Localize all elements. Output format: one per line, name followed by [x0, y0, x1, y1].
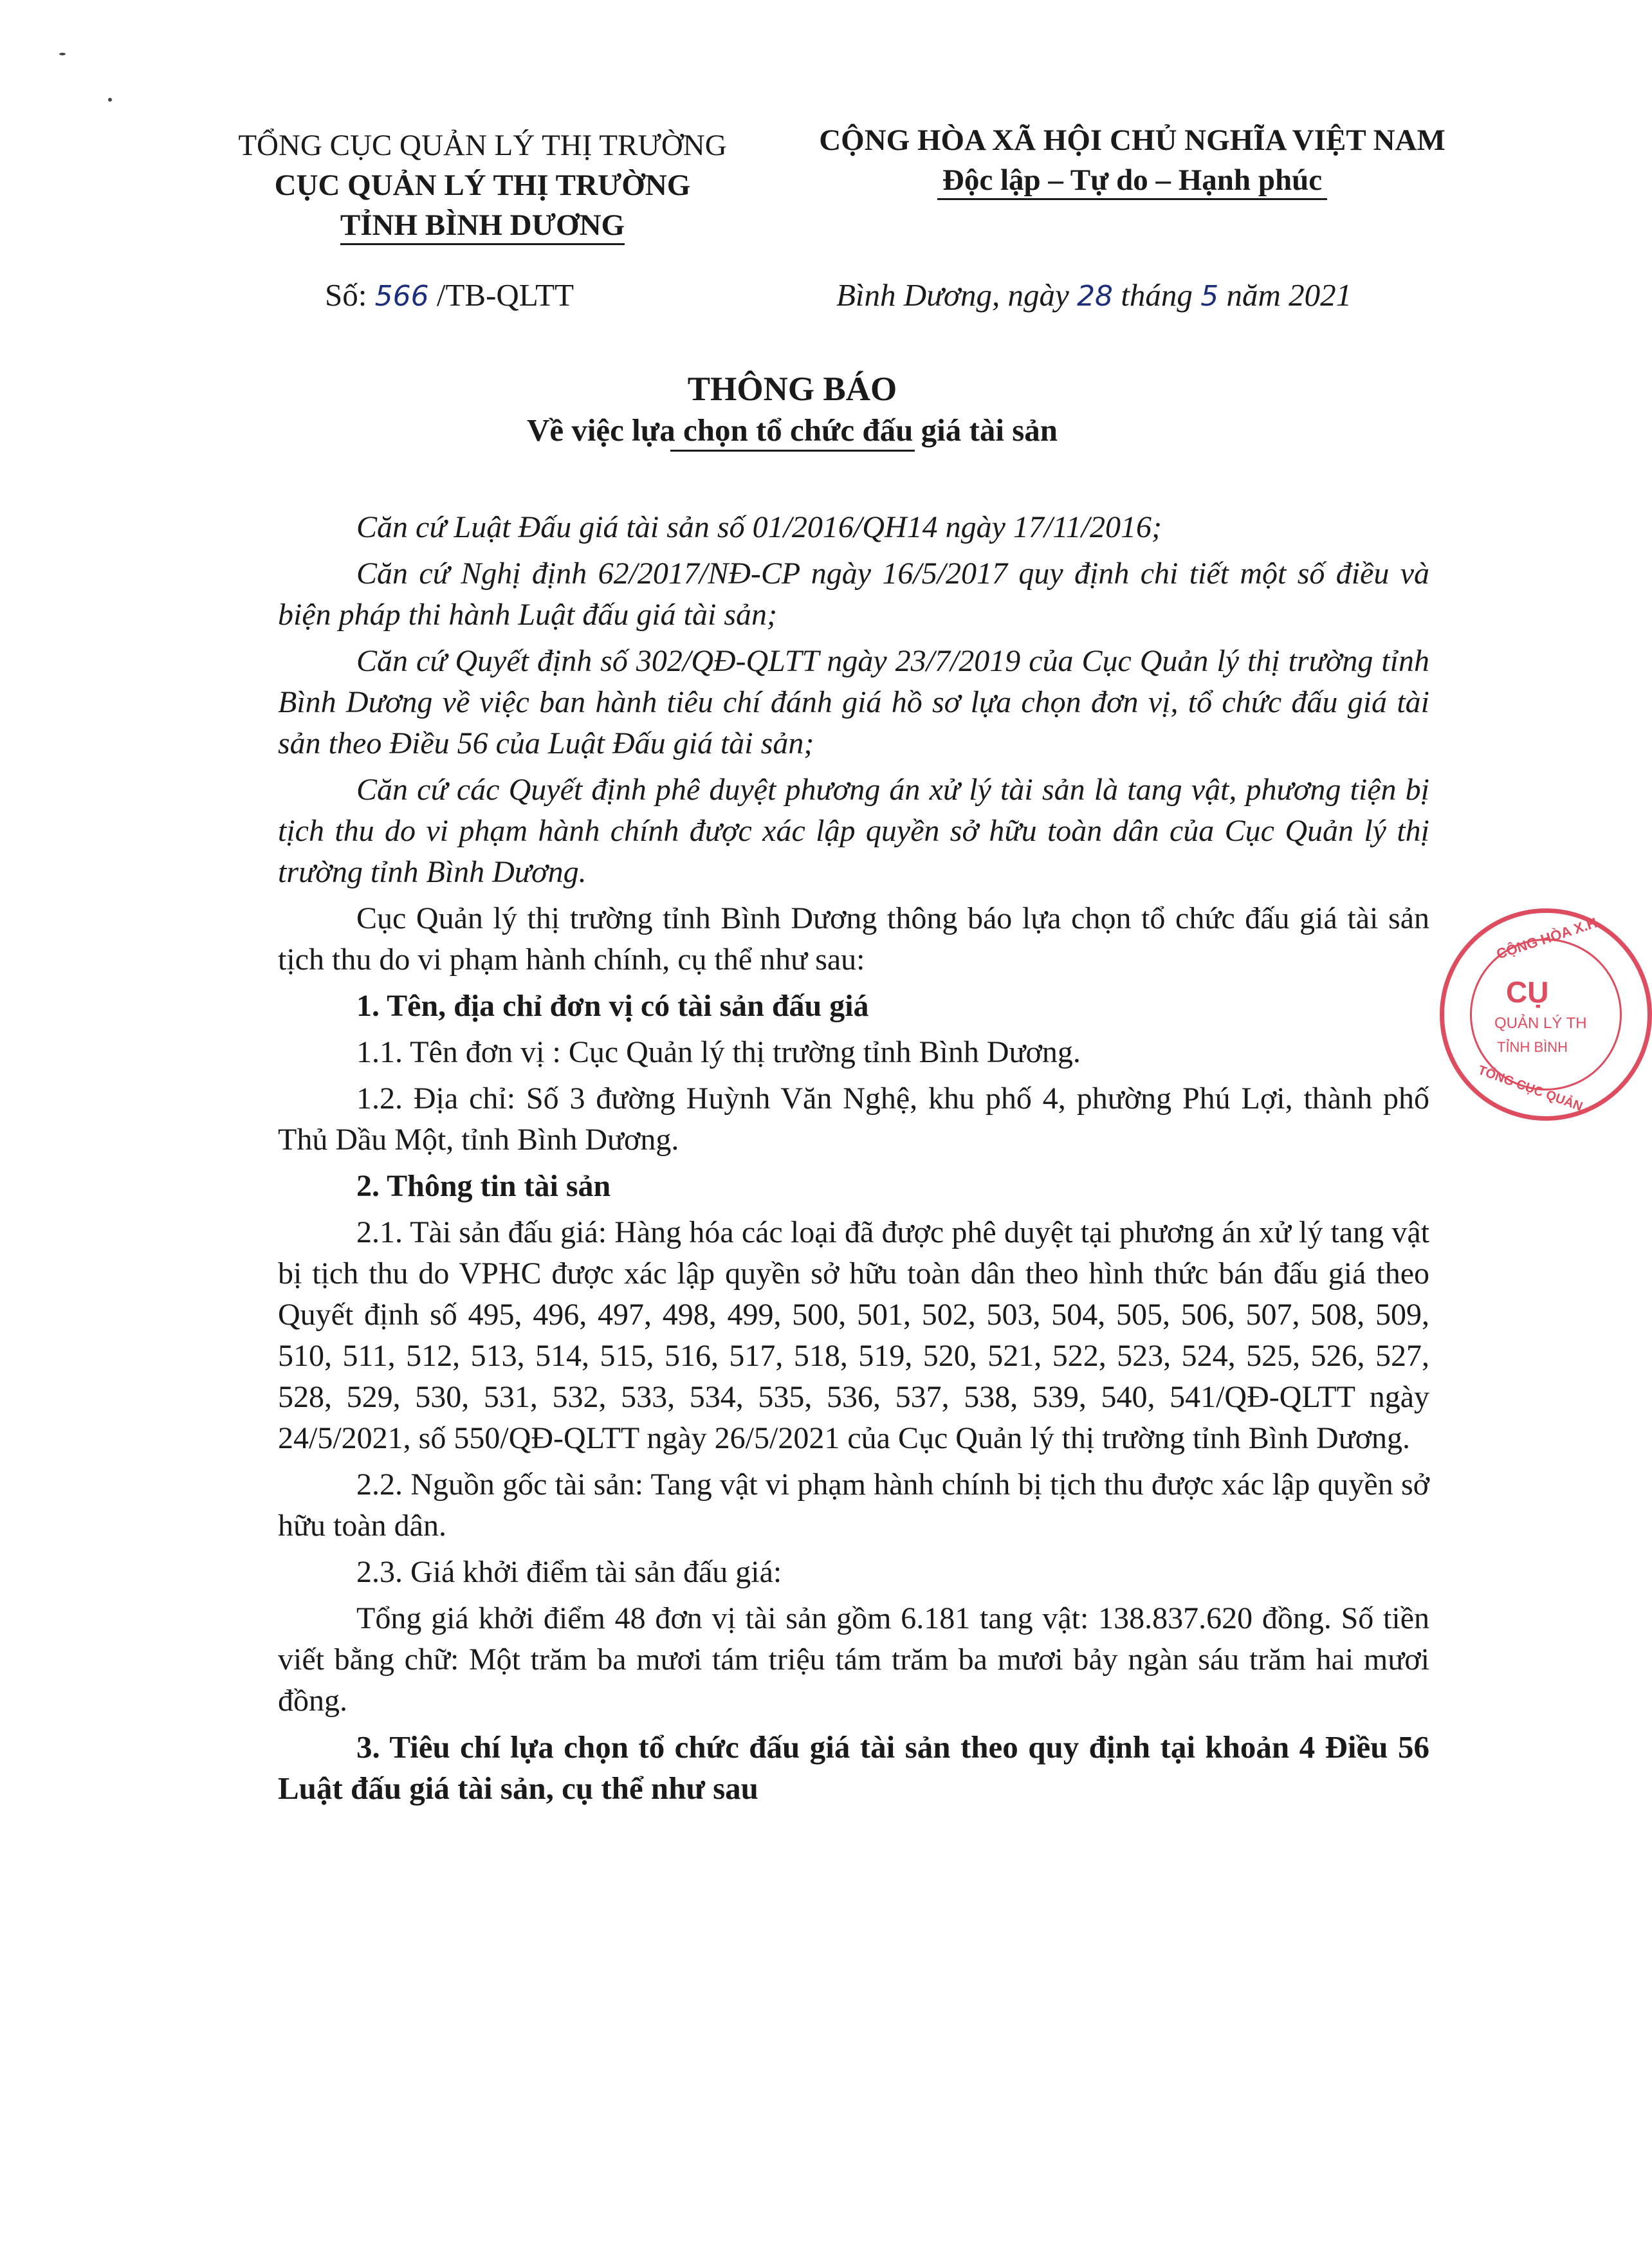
- date-prefix: Bình Dương, ngày: [836, 277, 1069, 313]
- scan-speck: [59, 53, 66, 55]
- document-date: [836, 277, 1352, 313]
- subtitle-underline: [670, 450, 915, 452]
- date-month-label: tháng: [1121, 277, 1193, 313]
- section-1-heading: 1. Tên, địa chỉ đơn vị có tài sản đấu giá: [356, 989, 869, 1023]
- doc-number-suffix: /TB-QLTT: [436, 277, 574, 313]
- official-seal: [1440, 908, 1652, 1121]
- legal-basis-1: Căn cứ Luật Đấu giá tài sản số 01/2016/QH14 ngày 17/11/2016;: [356, 510, 1162, 544]
- seal-center-text: CỤ: [1506, 975, 1549, 1009]
- date-day-handwritten: 28: [1077, 280, 1114, 313]
- doc-number-handwritten: 566: [374, 280, 429, 313]
- section-1-2: 1.2. Địa chỉ: Số 3 đường Huỳnh Văn Nghệ, khu phố 4, phường Phú Lợi, thành phố Thủ Dầu Một, tỉnh Bình Dương.: [278, 1081, 1429, 1157]
- agency-name: CỤC QUẢN LÝ THỊ TRƯỜNG: [274, 169, 691, 202]
- legal-basis-3: Căn cứ Quyết định số 302/QĐ-QLTT ngày 23/7/2019 của Cục Quản lý thị trường tỉnh Bình Dương về việc ban hành tiêu chí đánh giá hồ sơ lựa chọn đơn vị, tổ chức đấu giá tài sản theo Điều 56 của Luật Đấu giá tài sản;: [278, 644, 1429, 760]
- document-body: [278, 507, 1429, 1814]
- section-2-3-detail: Tổng giá khởi điểm 48 đơn vị tài sản gồm 6.181 tang vật: 138.837.620 đồng. Số tiền viết bằng chữ: Một trăm ba mươi tám triệu tám trăm ba mươi bảy ngàn sáu trăm hai mươi đồng.: [278, 1601, 1429, 1718]
- section-1-1: 1.1. Tên đơn vị : Cục Quản lý thị trường tỉnh Bình Dương.: [356, 1035, 1081, 1069]
- agency-province: TỈNH BÌNH DƯƠNG: [340, 207, 625, 245]
- legal-basis-2: Căn cứ Nghị định 62/2017/NĐ-CP ngày 16/5/2017 quy định chi tiết một số điều và biện pháp thi hành Luật đấu giá tài sản;: [278, 556, 1429, 632]
- document-subtitle: [0, 412, 1584, 452]
- legal-basis-4: Căn cứ các Quyết định phê duyệt phương án xử lý tài sản là tang vật, phương tiện bị tịch thu do vi phạm hành chính được xác lập quyền sở hữu toàn dân của Cục Quản lý thị trường tỉnh Bình Dương.: [278, 773, 1429, 889]
- intro-paragraph: Cục Quản lý thị trường tỉnh Bình Dương thông báo lựa chọn tổ chức đấu giá tài sản tịch thu do vi phạm hành chính, cụ thể như sau:: [278, 901, 1429, 977]
- seal-line-3: TỈNH BÌNH: [1497, 1039, 1568, 1055]
- section-2-1: 2.1. Tài sản đấu giá: Hàng hóa các loại đã được phê duyệt tại phương án xử lý tang vật bị tịch thu do VPHC được xác lập quyền sở hữu toàn dân theo hình thức bán đấu giá theo Quyết định số 495, 496, 497, 498, 499, 500, 501, 502, 503, 504, 505, 506, 507, 508, 509, 510, 511, 512, 513, 514, 515, 516, 517, 518, 519, 520, 521, 522, 523, 524, 525, 526, 527, 528, 529, 530, 531, 532, 533, 534, 535, 536, 537, 538, 539, 540, 541/QĐ-QLTT ngày 24/5/2021, số 550/QĐ-QLTT ngày 26/5/2021 của Cục Quản lý thị trường tỉnh Bình Dương.: [278, 1215, 1429, 1455]
- document-title: THÔNG BÁO: [687, 371, 897, 408]
- seal-outer-text: CỘNG HÒA X.H.: [1494, 913, 1603, 962]
- seal-line-2: QUẢN LÝ TH: [1494, 1015, 1587, 1032]
- doc-number-prefix: Số:: [325, 277, 367, 313]
- section-2-2: 2.2. Nguồn gốc tài sản: Tang vật vi phạm hành chính bị tịch thu được xác lập quyền sở hữu toàn dân.: [278, 1467, 1429, 1543]
- date-month-handwritten: 5: [1200, 280, 1219, 313]
- national-motto: Độc lập – Tự do – Hạnh phúc: [937, 162, 1327, 200]
- section-2-heading: 2. Thông tin tài sản: [356, 1169, 611, 1203]
- document-subtitle-text: Về việc lựa chọn tổ chức đấu giá tài sản: [526, 412, 1058, 448]
- agency-header: [212, 125, 753, 245]
- date-year: năm 2021: [1226, 277, 1352, 313]
- scan-speck: [108, 98, 112, 102]
- national-title: CỘNG HÒA XÃ HỘI CHỦ NGHĨA VIỆT NAM: [819, 124, 1446, 157]
- agency-parent: TỔNG CỤC QUẢN LÝ THỊ TRƯỜNG: [238, 129, 727, 162]
- seal-bottom-text: TỔNG CỤC QUẢN: [1476, 1063, 1584, 1114]
- document-number: [325, 277, 574, 313]
- section-2-3: 2.3. Giá khởi điểm tài sản đấu giá:: [356, 1555, 782, 1589]
- national-header: [798, 120, 1467, 200]
- section-3-heading: 3. Tiêu chí lựa chọn tổ chức đấu giá tài sản theo quy định tại khoản 4 Điều 56 Luật đấu giá tài sản, cụ thể như sau: [278, 1729, 1429, 1806]
